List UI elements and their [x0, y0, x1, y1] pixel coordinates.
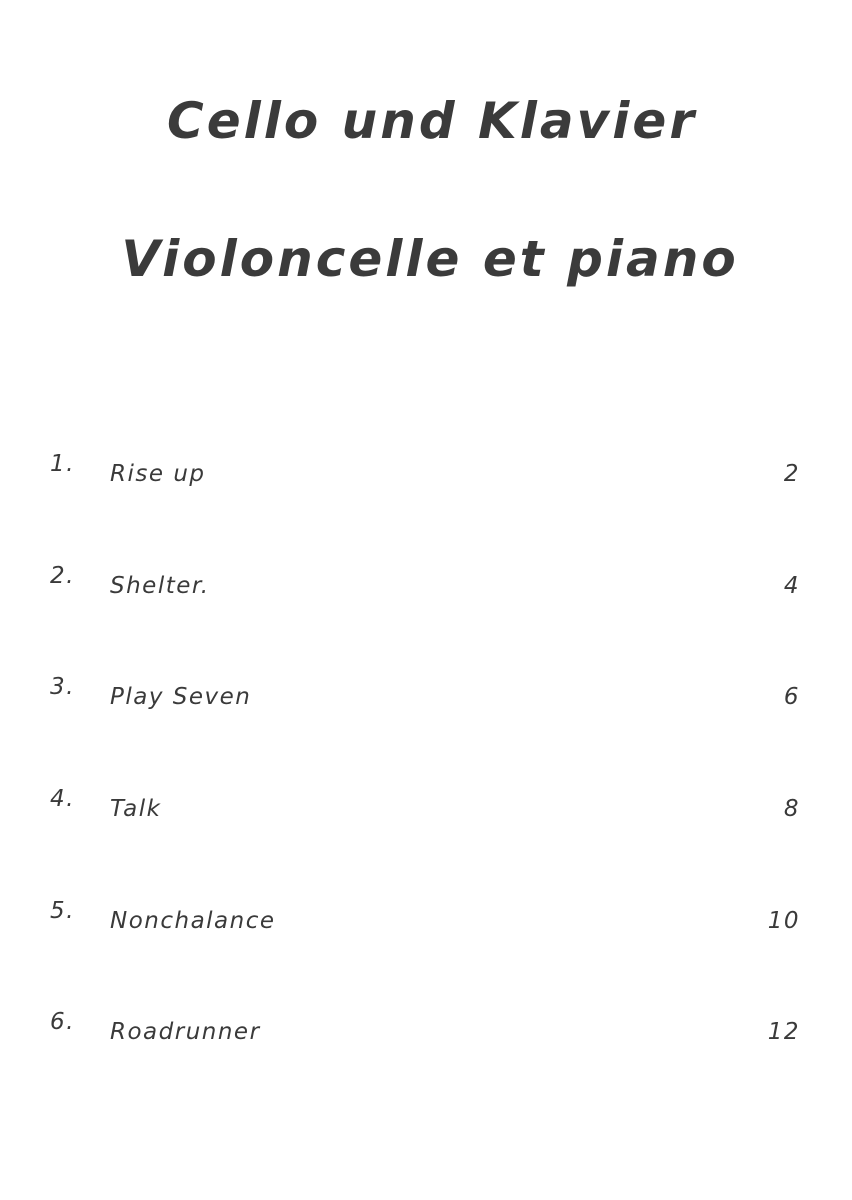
toc-entry-number: 2. [50, 563, 75, 589]
dot-leader [212, 447, 778, 481]
dot-leader [167, 782, 777, 816]
toc-entry-number: 5. [50, 898, 75, 924]
toc-entry-title: Nonchalance [110, 908, 276, 934]
dot-leader [282, 894, 762, 928]
toc-entry-title: Play Seven [110, 684, 252, 710]
toc-entry [50, 894, 800, 934]
toc-entry [50, 670, 800, 710]
toc-entry-page: 10 [767, 908, 800, 934]
toc-entry [50, 447, 800, 487]
toc-entry-title: Shelter. [110, 573, 210, 599]
toc-entry-page: 6 [783, 684, 800, 710]
toc-entry-page: 8 [783, 796, 800, 822]
toc-entry [50, 782, 800, 822]
dot-leader [216, 559, 778, 593]
title-french: Violoncelle et piano [121, 230, 739, 288]
toc-entry-title: Roadrunner [110, 1019, 261, 1045]
toc-entry [50, 1005, 800, 1045]
toc-entry-page: 4 [783, 573, 800, 599]
toc-entry-title: Rise up [110, 461, 206, 487]
toc-entry-page: 12 [767, 1019, 800, 1045]
toc-entry-title: Talk [110, 796, 162, 822]
dot-leader [267, 1005, 762, 1039]
title-german: Cello und Klavier [167, 92, 697, 150]
toc-entry [50, 559, 800, 599]
toc-entry-number: 3. [50, 674, 75, 700]
toc-entry-number: 6. [50, 1009, 75, 1035]
toc-entry-number: 4. [50, 786, 75, 812]
toc-entry-number: 1. [50, 451, 75, 477]
toc-entry-page: 2 [783, 461, 800, 487]
dot-leader [257, 670, 777, 704]
